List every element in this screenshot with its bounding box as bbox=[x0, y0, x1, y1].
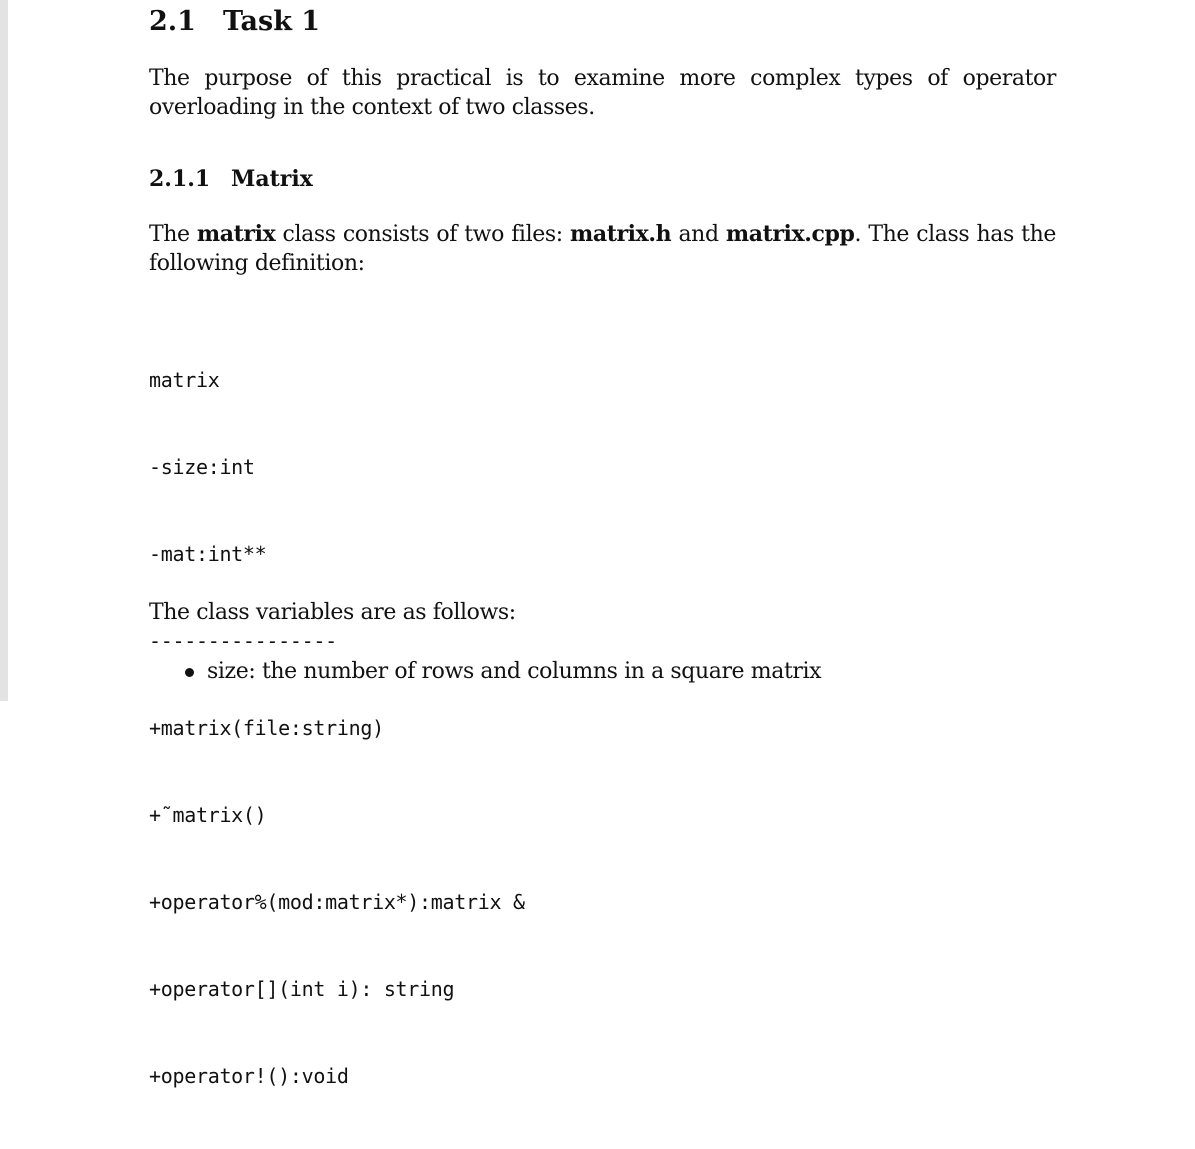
bullet-icon bbox=[185, 668, 194, 677]
header-filename: matrix.h bbox=[569, 221, 672, 247]
uml-method-not-operator: +operator!():void bbox=[149, 1064, 349, 1088]
section-title: Task 1 bbox=[223, 6, 321, 37]
uml-attribute-size: -size:int bbox=[149, 455, 255, 479]
class-name: matrix bbox=[196, 221, 276, 247]
subsection-heading bbox=[149, 164, 313, 194]
section-heading bbox=[149, 4, 320, 40]
class-description-text-1: The bbox=[149, 222, 197, 247]
list-item bbox=[185, 657, 821, 686]
uml-class-definition bbox=[149, 308, 525, 1149]
class-description-paragraph bbox=[149, 220, 1056, 278]
uml-method-subscript-operator: +operator[](int i): string bbox=[149, 977, 455, 1001]
subsection-title: Matrix bbox=[231, 166, 313, 192]
uml-method-modulo-operator: +operator%(mod:matrix*):matrix & bbox=[149, 890, 525, 914]
class-description-text-4: . The class has the following definition: bbox=[149, 222, 1056, 276]
intro-paragraph: The purpose of this practical is to examine more complex types of operator overloading in the context of two classes. bbox=[149, 66, 1056, 120]
variables-list bbox=[185, 657, 821, 686]
uml-method-destructor: +˜matrix() bbox=[149, 803, 267, 827]
uml-method-constructor: +matrix(file:string) bbox=[149, 716, 384, 740]
class-description-text-3: and bbox=[671, 222, 726, 247]
source-filename: matrix.cpp bbox=[725, 221, 855, 247]
uml-attribute-mat: -mat:int** bbox=[149, 542, 267, 566]
uml-separator: ---------------- bbox=[149, 629, 337, 653]
class-description-text-2: class consists of two files: bbox=[275, 222, 570, 247]
uml-class-name: matrix bbox=[149, 368, 220, 392]
section-number: 2.1 bbox=[149, 6, 196, 37]
variables-intro-paragraph: The class variables are as follows: bbox=[149, 600, 516, 625]
list-item-text: size: the number of rows and columns in a square matrix bbox=[207, 659, 822, 684]
subsection-number: 2.1.1 bbox=[149, 166, 211, 192]
